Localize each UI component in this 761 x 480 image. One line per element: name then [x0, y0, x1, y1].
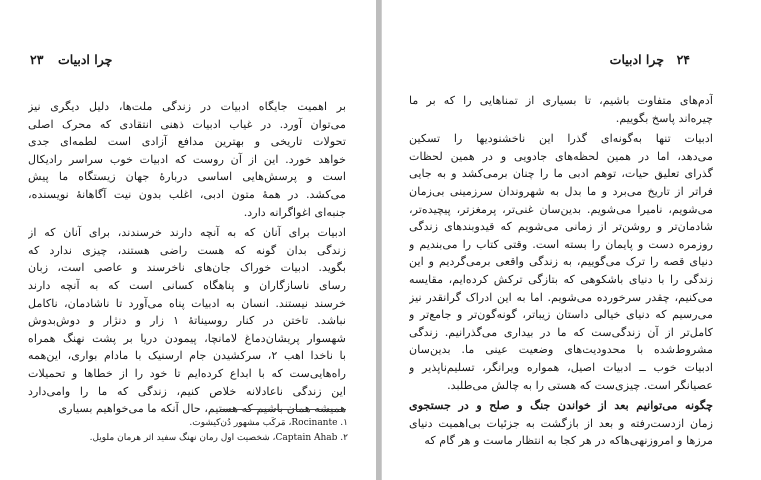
text-line: همیشه همان باشیم که هستیم، حال آنکه ما می‌خواهیم بسیاری — [58, 402, 346, 416]
text-line: می‌کشد. در همهٔ متون ادبی، اغلب بدون نیت آگاهانهٔ نویسنده، — [28, 187, 346, 201]
text-line: با ناخدا اهب ۲، سرکشیدن جام ارسنیک با مادام بواری، این‌همه — [28, 349, 346, 363]
text-line: می‌شویم، نامیرا می‌شویم. بدین‌سان غنی‌تر، پرمغزتر، پیچیده‌تر، — [409, 202, 713, 216]
text-line: ادبیات تنها به‌گونه‌ای گذرا این ناخشنودیها را تسکین — [409, 132, 713, 146]
text-line: روزمره دست و پایمان را بسته است. وقتی کتاب را می‌بندیم و — [409, 237, 713, 251]
text-line: زندگی بدان گونه که هست راضی هستند، چیزی ندارد که — [28, 243, 346, 257]
text-line: چگونه می‌توانیم بعد از خواندن جنگ و صلح و در جستجوی — [409, 398, 713, 413]
text-line: ادبیات خوب ــ ادبیات اصیل، همواره ویرانگر، تسلیم‌ناپذیر و — [409, 360, 713, 374]
text-line: جنبه‌ای اغواگرانه دارد. — [243, 205, 346, 219]
text-line: کامل‌تر از آن زندگی‌ست که ما در بیداری می‌گذرانیم. زندگی — [409, 325, 713, 339]
footnote: ۱. Rocinante، مَرکَب مشهور دُن‌کیشوت. — [189, 418, 348, 428]
text-line: می‌رسیم که دنیای خیالی داستان زیباتر، گونه‌گون‌تر و جامع‌تر و — [409, 308, 713, 322]
text-line: بگوید. ادبیات خوراک جان‌های ناخرسند و عاصی است، زبان — [28, 261, 346, 275]
page-number: ۲۴ — [676, 52, 690, 67]
text-line: نباشد. تاختن در کنار روسیناتهٔ ۱ زار و دنژار و دوش‌بدوش — [28, 314, 346, 328]
text-line: خواهد خورد. این از آن روست که ادبیات خوب سراسر رادیکال — [28, 152, 346, 166]
footnote: ۲. Captain Ahab، شخصیت اول رمان نهنگ سفید اثر هرمان ملویل. — [89, 433, 348, 443]
text-line: است و پرسش‌هایی اساسی دربارهٔ جهان زیستگاه ما پیش — [28, 170, 346, 184]
text-line: ادبیات برای آنان که به آنچه دارند خرسندند، برای آنان که از — [28, 226, 346, 240]
text-line: چیره‌اند پاسخ بگوییم. — [615, 111, 713, 125]
footnotes — [30, 416, 348, 446]
right-page-body-text — [409, 92, 713, 450]
right-page — [381, 0, 761, 480]
text-line: مرزها و امروزنهی‌هاکه در هر کجا به انتظار ماست و هر گام که — [424, 434, 713, 448]
text-line: گذرای تعلیق حیات، توهم ادبی ما را چنان برمی‌کشد و به جایی — [409, 167, 713, 181]
text-line: فراتر از تاریخ می‌برد و ما بدل به شهروندان سرزمینی بی‌زمان — [409, 184, 713, 198]
running-title: چرا ادبیات — [58, 52, 113, 67]
text-line: مشروط‌شده با محدودیت‌های وضعیت عینی ما. بدین‌سان — [409, 343, 713, 357]
text-line: این زندگی ناعادلانه خلاص کنیم، زندگی که ما را وامی‌دارد — [28, 384, 346, 398]
text-line: می‌توان آورد. در غیاب ادبیات ذهنی انتقادی که محرک اصلی — [28, 117, 346, 131]
page-number: ۲۳ — [30, 52, 44, 67]
footnote-divider — [220, 409, 346, 410]
text-line: شادمان‌تر و روشن‌تر از زمانی می‌شویم که قیدوبندهای زندگی — [409, 220, 713, 234]
running-title: چرا ادبیات — [609, 52, 664, 67]
text-line: عصیانگر است. چیزی‌ست که هستی را به چالش می‌طلبد. — [447, 378, 713, 392]
text-line: دنیای قصه را ترک می‌گوییم، به زندگی واقعی برمی‌گردیم و این — [409, 255, 713, 269]
text-line: راه‌هایی‌ست که با ابداع کرده‌ایم تا خود را از خطاها و تحمیلات — [28, 366, 346, 380]
text-line: خرسند نیستند. انسان به ادبیات پناه می‌آورد تا ناشادمان، ناکامل — [28, 296, 346, 310]
text-line: آدم‌های متفاوت باشیم، تا بسیاری از تمناهایی را که بر ما — [409, 94, 713, 107]
text-line: زمان ازدست‌رفته و بعد از بازگشت به جزئیات بی‌اهمیت دنیای — [409, 416, 713, 430]
left-page-body-text — [28, 98, 346, 418]
text-line: تحولات تاریخی و بهترین مدافع آزادی است لطمه‌ای جدی — [28, 135, 346, 149]
left-page — [0, 0, 377, 480]
text-line: زندگی را با دنیای باشکوهی که بتازگی ترکش کرده‌ایم، مقایسه — [409, 272, 713, 286]
text-line: شهسوار پریشان‌دماغ لامانچا، پیمودن دریا بر پشت نهنگ همراه — [28, 331, 346, 345]
text-line: بر اهمیت جایگاه ادبیات در زندگی ملت‌ها، دلیل دیگری نیز — [28, 100, 346, 113]
text-line: رسای ناسازگاران و پناهگاه کسانی است که به آنچه دارند — [28, 278, 346, 292]
text-line: می‌کنیم، چقدر سرخورده می‌شویم. اما به این ادراک گرانقدر نیز — [409, 290, 713, 304]
text-line: می‌دهد، اما در همین لحظه‌های جادویی و در همین لحظات — [409, 149, 713, 163]
